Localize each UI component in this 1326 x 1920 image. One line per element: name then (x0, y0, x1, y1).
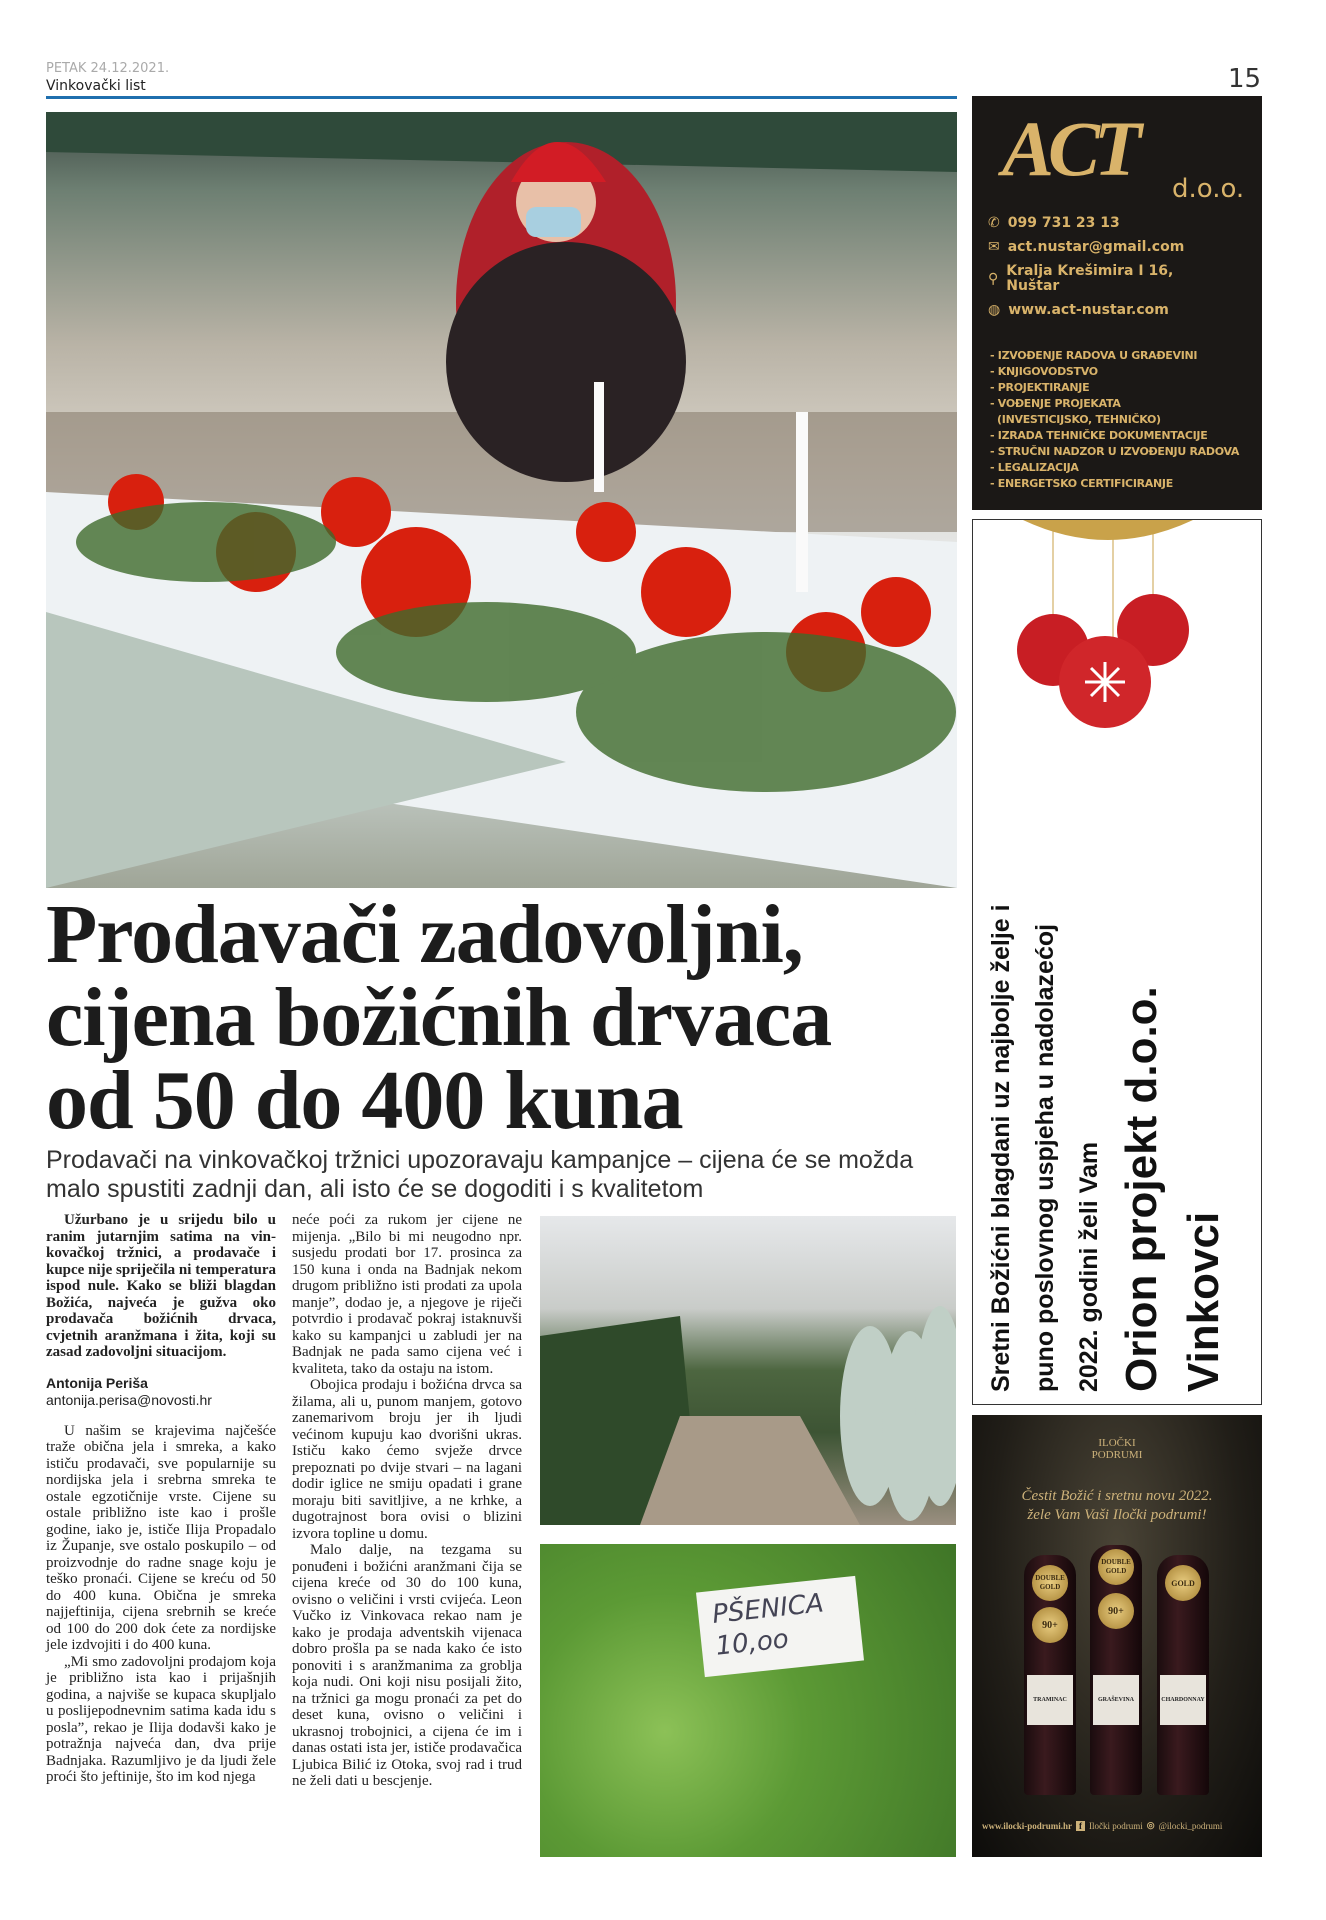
instagram-icon[interactable]: ◎ (1146, 1820, 1155, 1830)
wine-bottle-grasevina (1090, 1545, 1142, 1795)
article-headline (46, 888, 961, 1147)
author-name: Antonija Periša (46, 1374, 148, 1391)
act-email: act.nustar@gmail.com (1007, 239, 1185, 255)
act-address: Kralja Krešimira I 16, (1006, 263, 1174, 279)
company-name: Orion projekt d.o.o. (1117, 986, 1166, 1392)
wine-label: TRAMINAC (1027, 1675, 1073, 1725)
ilocki-podrumi-advertisement[interactable] (972, 1415, 1262, 1857)
service-item: - LEGALIZACIJA (990, 461, 1079, 474)
brand-line: ILOČKI (1098, 1437, 1136, 1449)
author-email[interactable]: antonija.perisa@novosti.hr (46, 1391, 212, 1408)
wheat-photo (540, 1544, 956, 1857)
wine-label: GRAŠEVINA (1093, 1675, 1139, 1725)
sign-text: PŠENICA (710, 1588, 826, 1630)
act-website: www.act-nustar.com (1008, 302, 1169, 318)
act-advertisement[interactable] (972, 96, 1262, 510)
act-logo: ACT (1002, 105, 1136, 192)
paragraph: U našim se krajevima najčešće traže obična jela i smreka, a kako ističu prodavači, sve popularnije su nordijska jela i srebrna smreka te ostale egzotičnije vrste. Cijene su ostale približno iste kao i prošle godine, iako je, ističe Ilija Propadalo iz Županje, sve ostalo poskupilo – od proizvodnje do radne snage koju je teško pronaći. Cijene se kreću od 50 do 400 kuna. Obična je smreka najjeftinija, cijena srebrnih se kreće od 100 do 200 dok ćete za nordijske jele izdvojiti i do 400 kuna. (46, 1422, 276, 1653)
globe-icon: ◍ (988, 302, 1001, 318)
paragraph: Malo dalje, na tezgama su ponuđeni i božićni aranžmani čija se cijena kreće od 30 do 100 kuna, ovisno o veličini i vrsti cvijeća. Leon Vučko iz Vinkovaca rekao nam je kako je prodaja adventskih vijenaca dobro prošla pa se nada kako će isto ponoviti i s aranžmanima za groblja koja nudi. Oni koji nisu posijali žito, na tržnici ga mogu pronaći za pet do deset kuna, ovisno o veličini i ukrasnoj trobojnici, a cijena će im i danas ostati ista jer, ističe prodavačica Ljubica Bilić iz Otoka, svoj rad i trud ne želi dati u bescjenje. (292, 1542, 522, 1789)
phone-icon: ✆ (988, 215, 1000, 231)
wine-label: CHARDONNAY (1160, 1675, 1206, 1725)
orion-greeting (979, 772, 1235, 1392)
brand-line: PODRUMI (1091, 1449, 1143, 1461)
ilocki-logo (972, 1437, 1262, 1461)
photo-illustration (540, 1216, 956, 1525)
act-city: Nuštar (1006, 278, 1060, 294)
headline-line: Prodavači zadovoljni, (46, 888, 803, 981)
wine-bottle-chardonnay (1157, 1555, 1209, 1795)
header-divider (46, 96, 957, 99)
orion-advertisement[interactable] (972, 519, 1262, 1405)
service-item: - PROJEKTIRANJE (990, 381, 1090, 394)
service-item: (INVESTICIJSKO, TEHNIČKO) (990, 413, 1161, 426)
greeting-line: 2022. godini želi Vam (1075, 1141, 1103, 1392)
christmas-trees-photo (540, 1216, 956, 1525)
article-column-2 (292, 1212, 522, 1790)
ilocki-website[interactable]: www.ilocki-podrumi.hr (982, 1820, 1073, 1831)
issue-date: PETAK 24.12.2021. (46, 61, 170, 76)
greeting-line: puno poslovnog uspjeha u nadolazećoj (1031, 923, 1059, 1392)
facebook-handle: Iločki podrumi (1089, 1820, 1143, 1831)
company-city: Vinkovci (1179, 1211, 1228, 1392)
service-item: - IZVOĐENJE RADOVA U GRAĐEVINI (990, 349, 1198, 362)
instagram-handle: @ilocki_podrumi (1158, 1820, 1223, 1831)
ilocki-greeting (972, 1487, 1262, 1525)
sign-price: 10,oo (714, 1624, 791, 1662)
article-lead: Užurbano je u srijedu bilo u ranim jutarnjim satima na vinkovačkoj tržnici, a prodavače i kupce nije spriječila ni temperatura ispod nule. Kako se bliži blagdan Božića, najveća je gužva oko prodavača božićnih drvaca, cvjetnih aranžmana i žita, koji su zasad zadovoljni situacijom. (46, 1212, 276, 1360)
paragraph: „Mi smo zadovoljni prodajom koja je približno ista kao i prijašnjih godina, a najviše se kupaca skupljalo u poslijepodnevnim satima kada idu s posla”, rekao je Ilija dodavši kako je potražnja najveća dan, dva prije Badnjaka. Razumljivo je da ljudi žele proći što jeftinije, što im kod njega (46, 1653, 276, 1785)
headline-line: od 50 do 400 kuna (46, 1054, 683, 1147)
greeting-line: Sretni Božićni blagdani uz najbolje želje i (987, 904, 1015, 1392)
act-phone: 099 731 23 13 (1007, 215, 1120, 231)
act-suffix: d.o.o. (1172, 174, 1245, 204)
mail-icon: ✉ (988, 239, 1000, 255)
article-column-1 (46, 1212, 276, 1786)
paragraph: neće poći za rukom jer cijene ne mijenja. „Bilo bi mi neugodno npr. susjedu prodati bor 17. prosinca za 150 kuna i onda na Badnjak nekom drugom približno isti prodati za upola manje”, dodao je, a njegove je riječi potvrdio i prodavač pokraj istaknuvši kako su kampanjci u zabludi jer na Badnjak ne pada samo cijena već i kvaliteta, tako da ostaju na istom. (292, 1212, 522, 1377)
christmas-ornaments-icon (993, 520, 1223, 750)
medal: DOUBLE GOLD (1032, 1565, 1068, 1601)
act-services (990, 348, 1239, 492)
service-item: - KNJIGOVODSTVO (990, 365, 1098, 378)
greeting-line: Čestit Božić i sretnu novu 2022. (1021, 1488, 1213, 1504)
market-stall-photo (46, 112, 957, 888)
ilocki-footer (982, 1820, 1222, 1831)
location-icon: ⚲ (988, 270, 999, 287)
medal: DOUBLE GOLD (1098, 1549, 1134, 1585)
article-subtitle: Prodavači na vinkovačkoj tržnici upozoravaju kampanjce – cijena će se možda malo spustiti zadnji dan, ali isto će se dogoditi i s kvalitetom (46, 1146, 914, 1203)
facebook-icon[interactable]: f (1076, 1821, 1085, 1831)
photo-illustration (46, 112, 957, 888)
wine-bottle-traminac (1024, 1555, 1076, 1795)
medal: GOLD (1165, 1565, 1201, 1601)
service-item: - VOĐENJE PROJEKATA (990, 397, 1121, 410)
score-medal: 90+ (1098, 1593, 1134, 1629)
price-sign (696, 1576, 864, 1677)
paragraph: Obojica prodaju i božićna drvca sa žilama, ali u, punom manjem, gotovo zanemarivom broju jer ih ljudi većinom kupuju kao dvorišni ukras. Ističu kako ćemo svježe drvce prepoznati po dvije stvari – na lagani dodir iglice ne smiju opadati i grane moraju biti savitljive, a ne krhke, a dugotrajnost bora ovisi o blizini izvora topline u domu. (292, 1377, 522, 1542)
service-item: - IZRADA TEHNIČKE DOKUMENTACIJE (990, 429, 1208, 442)
greeting-line: žele Vam Vaši Iločki podrumi! (1027, 1507, 1207, 1523)
service-item: - ENERGETSKO CERTIFICIRANJE (990, 477, 1173, 490)
service-item: - STRUČNI NADZOR U IZVOĐENJU RADOVA (990, 445, 1240, 458)
headline-line: cijena božićnih drvaca (46, 971, 832, 1064)
publication-name: Vinkovački list (46, 78, 146, 94)
score-medal: 90+ (1032, 1607, 1068, 1643)
page-number: 15 (1228, 64, 1262, 94)
